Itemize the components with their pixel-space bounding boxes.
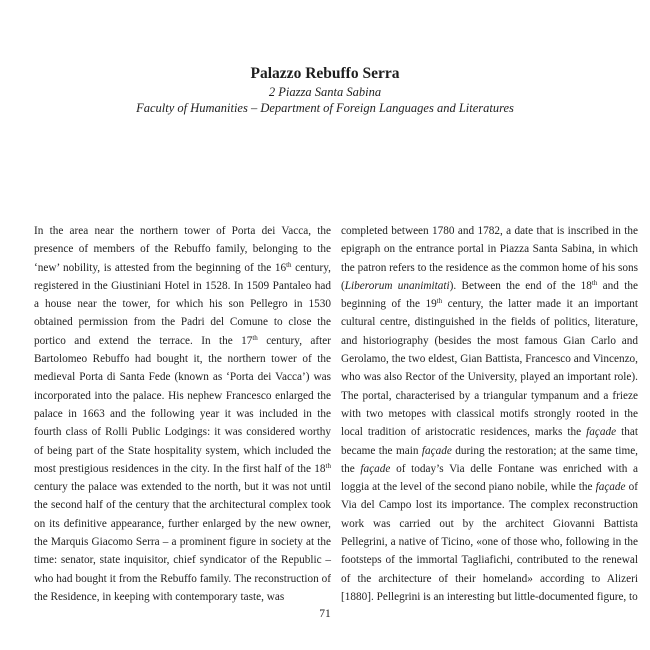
ordinal-suffix: th	[436, 297, 443, 306]
text-segment: completed between 1780 and 1782, a date that is inscribed in the epigraph on the entrance portal in Piazza Santa Sabina, in which the patron refers to the residence as the common home of his sons (	[341, 225, 638, 292]
ordinal-suffix: th	[252, 333, 258, 342]
text-segment: and the beginning of the 19	[341, 279, 638, 311]
text-segment: during the restoration; at the same time, the	[341, 444, 638, 475]
italic-term: façade	[586, 426, 617, 439]
right-column	[341, 222, 638, 606]
italic-latin-phrase: Liberorum unanimitati	[344, 279, 450, 292]
text-segment: that became the main	[341, 426, 638, 457]
text-segment: century, the latter made it an important cultural centre, distinguished in the fields of politics, literature, and historiography (besides the most famous Gian Carlo and Gerolamo, the two eldest, Gian Battista, Francesco and Vincenzo, who was also Rector of the University, played an important role). The portal, characterised by a triangular tympanum and a frieze with two metopes with classical motifs strongly rooted in the local tradition of aristocratic residences, marks the	[341, 298, 638, 439]
italic-term: façade	[421, 444, 452, 457]
text-segment: ). Between the end of the 18	[449, 279, 592, 292]
text-segment: of Via del Campo lost its importance. The complex reconstruction work was carried out by the architect Giovanni Battista Pellegrini, a native of Ticino, «one of those who, following in the footsteps of the immortal Tagliafichi, contributed to the renewal of the architecture of their homeland» according to Alizeri [1880]. Pellegrini is an interesting but little-documented figure, to	[341, 481, 638, 603]
page-header	[0, 64, 650, 116]
ordinal-suffix: th	[325, 461, 331, 470]
page-title: Palazzo Rebuffo Serra	[250, 65, 400, 82]
text-segment: century, after Bartolomeo Rebuffo had bought it, the northern tower of the medieval Porta di Santa Fede (known as ‘Porta dei Vacca’) was incorporated into the palace. His nephew Francesco enlarged the palace in 1663 and the following year it was included in the fourth class of Rolli Public Lodgings: it was considered worthy of being part of the State hospitality system, which included the most prestigious residences in the city. In the first half of the 18	[34, 334, 331, 475]
ordinal-suffix: th	[286, 260, 292, 269]
italic-term: façade	[360, 462, 391, 475]
address-line: 2 Piazza Santa Sabina	[268, 85, 382, 99]
text-segment: In the area near the northern tower of Porta dei Vacca, the presence of members of the Rebuffo family, belonging to the ‘new’ nobility, is attested from the beginning of the 16	[34, 225, 331, 274]
right-column-paragraph	[341, 222, 638, 606]
ordinal-suffix: th	[591, 278, 598, 287]
faculty-line: Faculty of Humanities – Department of Foreign Languages and Literatures	[136, 101, 514, 115]
italic-term: façade	[595, 481, 626, 494]
text-segment: century, registered in the Giustiniani Hotel in 1528. In 1509 Pantaleo had a house near the tower, for which his son Pellegro in 1530 obtained permission from the Padri del Comune to close the portico and extend the terrace. In the 17	[34, 261, 331, 347]
left-column-paragraph	[34, 222, 331, 606]
page-number: 71	[319, 608, 331, 620]
left-column	[34, 222, 331, 606]
text-segment: of today’s Via delle Fontane was enriched with a loggia at the level of the second piano nobile, while the	[341, 462, 638, 494]
text-segment: century the palace was extended to the north, but it was not until the second half of the century that the architectural complex took on its definitive appearance, further enlarged by the new owner, the Marquis Giacomo Serra – a prominent figure in society at the time: senator, state inquisitor, chief syndicator of the Republic – who had bought it from the Rebuffo family. The reconstruction of the Residence, in keeping with contemporary taste, was	[34, 481, 331, 603]
